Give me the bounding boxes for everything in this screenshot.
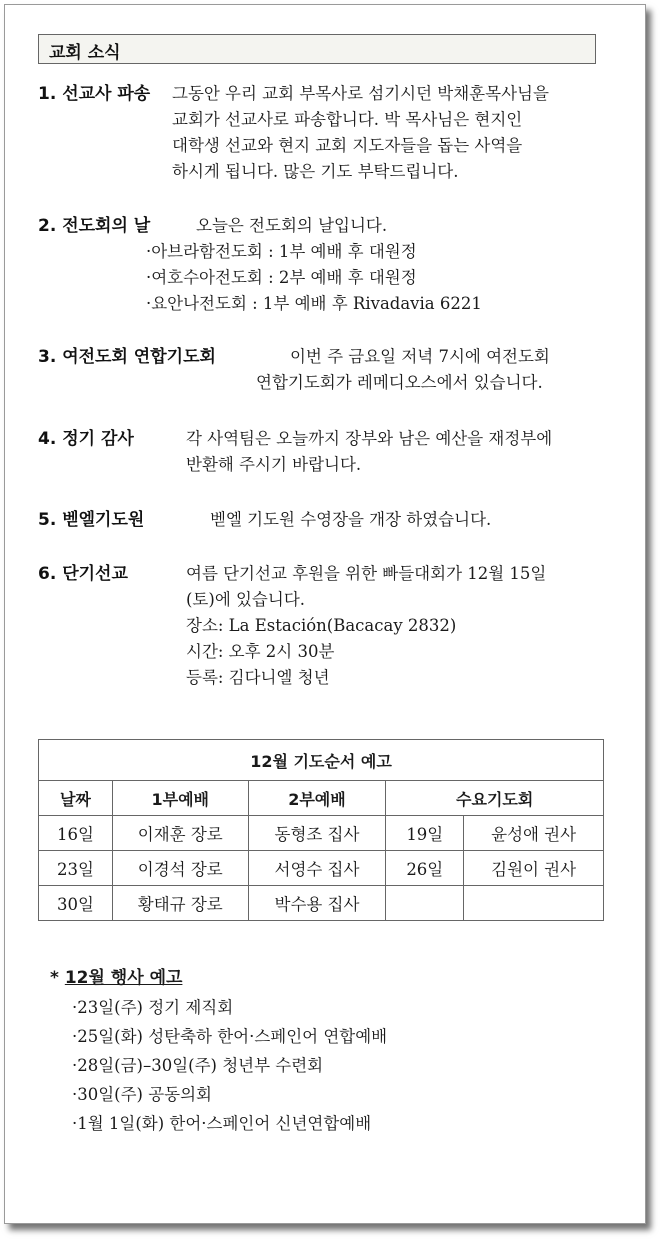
table-row [39,886,604,921]
text-line: 하시게 됩니다. 많은 기도 부탁드립니다. [172,162,459,181]
cell-second-service: 동형조 집사 [248,816,386,851]
section-missionary-title: 1. 선교사 파송 [38,84,151,104]
cell-wed-leader: 윤성애 권사 [464,816,604,851]
cell-wed-date [386,886,464,921]
section-womens-prayer-line1: 이번 주 금요일 저녁 7시에 여전도회 [290,347,550,366]
cell-first-service: 이경석 장로 [112,851,248,886]
cell-wed-date: 26일 [386,851,464,886]
event-item: ·25일(화) 성탄축하 한어·스페인어 연합예배 [72,1027,388,1046]
section-evangelism-list [146,239,482,317]
table-row [39,816,604,851]
event-item: ·1월 1일(화) 한어·스페인어 신년연합예배 [72,1114,372,1133]
header-title: 교회 소식 [49,43,121,63]
event-item: ·30일(주) 공동의회 [72,1085,212,1104]
cell-date: 30일 [39,886,113,921]
section-evangelism-intro: 오늘은 전도회의 날입니다. [196,216,388,235]
list-item: ·여호수아전도회 : 2부 예배 후 대원정 [146,268,417,287]
cell-second-service: 박수용 집사 [248,886,386,921]
section-audit-title: 4. 정기 감사 [38,429,134,449]
cell-first-service: 이재훈 장로 [112,816,248,851]
cell-wed-leader [464,886,604,921]
text-line: (토)에 있습니다. [186,590,305,609]
list-item: ·아브라함전도회 : 1부 예배 후 대원정 [146,242,417,261]
events-title-text: 12월 행사 예고 [64,968,183,988]
section-short-mission-body [186,561,546,691]
december-events [50,964,387,1138]
cell-date: 16일 [39,816,113,851]
section-womens-prayer-line2: 연합기도회가 레메디오스에서 있습니다. [256,373,543,392]
list-item: ·요안나전도회 : 1부 예배 후 Rivadavia 6221 [146,294,482,313]
section-missionary-body [172,81,549,185]
cell-wed-leader: 김원이 권사 [464,851,604,886]
text-line: 교회가 선교사로 파송합니다. 박 목사님은 현지인 [172,110,523,129]
text-line: 시간: 오후 2시 30분 [186,642,335,661]
section-bethel-title: 5. 벧엘기도원 [38,510,145,530]
prayer-schedule-table [38,739,604,921]
cell-date: 23일 [39,851,113,886]
table-header-row [39,781,604,816]
church-news-header [38,34,596,64]
section-bethel-body: 벧엘 기도원 수영장을 개장 하였습니다. [210,510,492,529]
text-line: 장소: La Estación(Bacacay 2832) [186,616,457,635]
header-wednesday-prayer: 수요기도회 [386,781,604,816]
asterisk-bullet-icon: * [50,968,59,988]
event-item: ·23일(주) 정기 제직회 [72,998,234,1017]
cell-second-service: 서영수 집사 [248,851,386,886]
event-item: ·28일(금)–30일(주) 청년부 수련회 [72,1056,324,1075]
section-evangelism-title: 2. 전도회의 날 [38,216,151,236]
text-line: 여름 단기선교 후원을 위한 빠들대회가 12월 15일 [186,564,547,583]
section-short-mission-title: 6. 단기선교 [38,564,128,584]
table-row [39,851,604,886]
events-title [50,964,387,993]
table-caption: 12월 기도순서 예고 [39,740,604,781]
header-second-service: 2부예배 [248,781,386,816]
cell-first-service: 황태규 장로 [112,886,248,921]
section-womens-prayer-title: 3. 여전도회 연합기도회 [38,347,216,367]
text-line: 대학생 선교와 현지 교회 지도자들을 돕는 사역을 [172,136,523,155]
section-audit-line1: 각 사역팀은 오늘까지 장부와 남은 예산을 재정부에 [186,429,553,448]
section-audit-line2: 반환해 주시기 바랍니다. [186,455,362,474]
cell-wed-date: 19일 [386,816,464,851]
text-line: 그동안 우리 교회 부목사로 섬기시던 박채훈목사님을 [172,84,549,103]
header-date: 날짜 [39,781,113,816]
text-line: 등록: 김다니엘 청년 [186,668,330,687]
header-first-service: 1부예배 [112,781,248,816]
